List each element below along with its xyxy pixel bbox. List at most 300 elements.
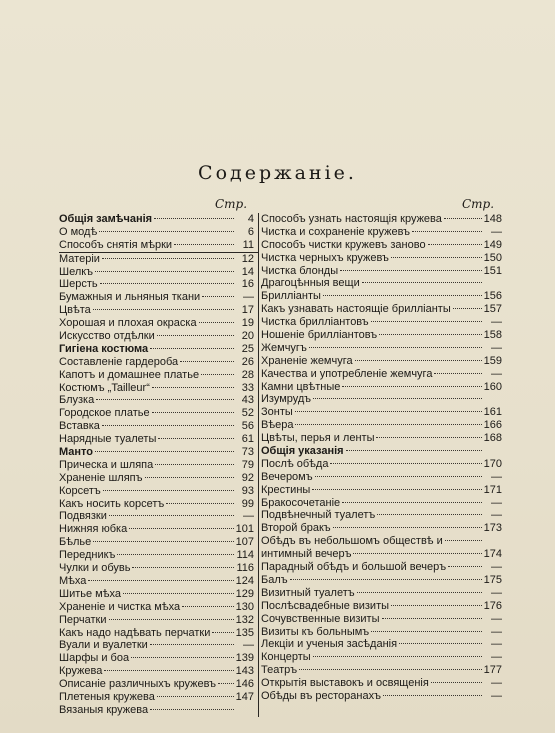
toc-entry-title: Обѣдъ въ небольшомъ обществѣ и [261, 535, 443, 548]
toc-entry [259, 406, 502, 419]
toc-entry [259, 393, 502, 406]
dot-leader [132, 567, 234, 568]
dot-leader [353, 553, 481, 554]
dot-leader [371, 321, 482, 322]
toc-entry [259, 522, 502, 535]
dot-leader [131, 657, 234, 658]
toc-entry-title: Капотъ и домашнее платье [59, 368, 200, 381]
toc-entry [259, 664, 502, 677]
toc-page-number: 146 [235, 678, 254, 691]
dot-leader [95, 451, 234, 452]
toc-page-number: — [491, 625, 502, 638]
dot-leader [218, 683, 234, 684]
toc-page-number: — [491, 316, 502, 329]
toc-entry [259, 497, 502, 510]
toc-page-number: — [491, 367, 502, 380]
dot-leader [346, 450, 482, 451]
toc-page-number: 73 [241, 446, 254, 459]
toc-entry [59, 407, 259, 420]
toc-entry [259, 535, 502, 548]
toc-entry [259, 548, 502, 561]
toc-entry-title: Послѣ обѣда [261, 457, 329, 470]
toc-page-number: 139 [235, 652, 254, 665]
toc-entry-title: Нарядные туалеты [59, 433, 157, 446]
dot-leader [182, 606, 234, 607]
toc-page-number: 177 [483, 664, 502, 677]
toc-entry-title: Нижняя юбка [59, 523, 128, 536]
toc-entry-title: Вуали и вуалетки [59, 639, 148, 652]
toc-entry-title: Описаніе различныхъ кружевъ [59, 678, 216, 691]
toc-entry [259, 342, 502, 355]
toc-entry [59, 304, 259, 317]
toc-page-number: 93 [241, 484, 254, 497]
dot-leader [362, 282, 482, 283]
dot-leader [428, 244, 482, 245]
dot-leader [103, 490, 234, 491]
toc-page-number: 43 [241, 394, 254, 407]
dot-leader [93, 541, 233, 542]
toc-entry [59, 588, 259, 601]
toc-entry [259, 290, 502, 303]
dot-leader [295, 411, 482, 412]
toc-entry-title: Чистка и сохраненіе кружевъ [261, 225, 410, 238]
dot-leader [102, 258, 234, 259]
toc-entry [59, 356, 259, 369]
toc-page-number: 16 [241, 278, 254, 291]
dot-leader [93, 309, 234, 310]
toc-entry [59, 213, 259, 226]
toc-entry-title: Плетеныя кружева [59, 690, 155, 703]
toc-entry-title: Жемчугъ [261, 341, 307, 354]
toc-entry-title: Какъ надо надѣвать перчатки [59, 626, 211, 639]
toc-page-number: 28 [241, 368, 254, 381]
toc-entry-title: Чистка брилліантовъ [261, 316, 369, 329]
toc-entry [59, 317, 259, 330]
toc-page-number: — [491, 225, 502, 238]
dot-leader [399, 643, 482, 644]
toc-entry [59, 523, 259, 536]
toc-entry [59, 485, 259, 498]
dot-leader [382, 618, 483, 619]
dot-leader [157, 335, 234, 336]
toc-entry-title: Бумажныя и льняныя ткани [59, 291, 201, 304]
toc-entry-title: Храненіе шляпъ [59, 471, 143, 484]
dot-leader [99, 231, 234, 232]
dot-leader [330, 463, 481, 464]
toc-entry [259, 355, 502, 368]
toc-page-number: 129 [235, 587, 254, 600]
toc-entry-title: Искусство отдѣлки [59, 330, 155, 343]
dot-leader [340, 270, 482, 271]
toc-entry [59, 266, 259, 279]
toc-entry-title: Визиты къ больнымъ [261, 625, 370, 638]
toc-entry-title: Храненіе жемчуга [261, 354, 353, 367]
toc-entry [259, 303, 502, 316]
toc-entry [59, 562, 259, 575]
dot-leader [309, 347, 482, 348]
toc-entry [259, 368, 502, 381]
toc-entry-title: Ношеніе брилліантовъ [261, 329, 378, 342]
toc-entry-title: Чистка блонды [261, 264, 339, 277]
dot-leader [383, 695, 482, 696]
toc-page-number: 101 [235, 523, 254, 536]
toc-page-number: 124 [235, 574, 254, 587]
left-toc-column [59, 213, 259, 717]
toc-page-number: 132 [235, 613, 254, 626]
toc-entry-title: Послѣсвадебные визиты [261, 599, 390, 612]
dot-leader [129, 528, 233, 529]
dot-leader [299, 669, 482, 670]
toc-page-number: 171 [483, 483, 502, 496]
toc-entry-title: Брилліанты [261, 290, 321, 303]
toc-entry [59, 278, 259, 291]
toc-page-number: 20 [241, 330, 254, 343]
toc-entry [59, 575, 259, 588]
toc-page-number: — [243, 291, 254, 304]
dot-leader [391, 605, 482, 606]
toc-entry-title: Кружева [59, 665, 103, 678]
dot-leader [412, 231, 482, 232]
dot-leader [96, 399, 234, 400]
toc-entry [259, 561, 502, 574]
toc-entry [59, 665, 259, 678]
toc-page-number: — [491, 677, 502, 690]
toc-page-number: 14 [241, 265, 254, 278]
toc-entry [59, 382, 259, 395]
toc-entry-title: Вставка [59, 420, 100, 433]
toc-entry [259, 265, 502, 278]
dot-leader [295, 424, 481, 425]
toc-entry-title: Цвѣты, перья и ленты [261, 432, 375, 445]
toc-entry [59, 678, 259, 691]
toc-entry-title: Шарфы и боа [59, 652, 130, 665]
toc-entry [59, 639, 259, 652]
toc-entry-title: Вѣера [261, 419, 294, 432]
dot-leader [88, 580, 233, 581]
toc-page-number: 149 [483, 238, 502, 251]
toc-entry [259, 381, 502, 394]
toc-entry-title: Вязаныя кружева [59, 703, 149, 716]
toc-page-number: — [243, 639, 254, 652]
toc-page-number: 147 [235, 690, 254, 703]
toc-entry-title: Чулки и обувь [59, 562, 131, 575]
dot-leader [150, 644, 234, 645]
dot-leader [357, 592, 482, 593]
toc-entry [259, 471, 502, 484]
toc-entry-title: Манто [59, 446, 94, 459]
toc-entry [259, 626, 502, 639]
dot-leader [323, 295, 482, 296]
toc-page-number: — [491, 341, 502, 354]
toc-entry-title: Бѣлье [59, 536, 92, 549]
toc-entry-title: Способъ чистки кружевъ заново [261, 238, 426, 251]
toc-page-number: 160 [483, 380, 502, 393]
toc-page-number: 52 [241, 407, 254, 420]
toc-page-number: 157 [483, 303, 502, 316]
toc-entry-title: Передникъ [59, 549, 116, 562]
toc-page-number: 166 [483, 419, 502, 432]
toc-entry [259, 690, 502, 703]
toc-entry [259, 613, 502, 626]
toc-entry-title: Обѣды въ ресторанахъ [261, 689, 381, 702]
toc-page-number: 161 [483, 406, 502, 419]
page-title: Содержаніе. [198, 162, 357, 184]
toc-entry-title: Зонты [261, 406, 293, 419]
dot-leader [379, 334, 482, 335]
toc-entry [59, 472, 259, 485]
dot-leader [448, 566, 482, 567]
toc-entry-title: Изумрудъ [261, 393, 311, 406]
dot-leader [445, 540, 482, 541]
toc-page-number: 170 [483, 457, 502, 470]
toc-entry [259, 509, 502, 522]
toc-page-number: 174 [483, 548, 502, 561]
toc-entry-title: Общія замѣчанія [59, 213, 153, 225]
toc-page-number: 79 [241, 458, 254, 471]
toc-entry-title: Хорошая и плохая окраска [59, 317, 197, 330]
dot-leader [342, 502, 482, 503]
toc-page-number: 173 [483, 522, 502, 535]
toc-page-number: 130 [235, 600, 254, 613]
dot-leader [202, 296, 234, 297]
toc-entry-title: Гигіена костюма [59, 342, 149, 355]
toc-page-number: — [491, 689, 502, 702]
toc-entry [59, 253, 259, 266]
dot-leader [391, 257, 482, 258]
toc-entry [259, 239, 502, 252]
toc-page-number: 151 [483, 264, 502, 277]
toc-entry [59, 226, 259, 239]
toc-page-number: 25 [241, 342, 254, 355]
dot-leader [434, 373, 482, 374]
toc-page-number: 114 [236, 549, 254, 562]
dot-leader [95, 271, 234, 272]
left-column-header: Стр. [215, 197, 248, 211]
toc-entry [259, 213, 502, 226]
dot-leader [109, 619, 234, 620]
toc-entry-title: Театръ [261, 664, 298, 677]
toc-page-number: 158 [483, 329, 502, 342]
toc-entry [59, 446, 259, 459]
dot-leader [333, 527, 482, 528]
toc-entry-title: Матеріи [59, 252, 100, 265]
toc-entry [59, 536, 259, 549]
toc-entry [59, 369, 259, 382]
toc-page-number: 148 [483, 213, 502, 225]
toc-entry [59, 601, 259, 614]
toc-entry-title: Шитье мѣха [59, 587, 121, 600]
toc-entry-title: Сочувственные визиты [261, 612, 380, 625]
toc-entry [59, 627, 259, 640]
toc-page-number: 176 [483, 599, 502, 612]
toc-entry-title: Вечеромъ [261, 470, 313, 483]
dot-leader [152, 412, 234, 413]
toc-entry-title: Второй бракъ [261, 522, 331, 535]
dot-leader [150, 709, 234, 710]
dot-leader [342, 386, 481, 387]
toc-page-number: 107 [235, 536, 254, 549]
toc-entry-title: Чистка черныхъ кружевъ [261, 251, 389, 264]
toc-entry-title: интимный вечеръ [261, 548, 352, 561]
dot-leader [312, 489, 481, 490]
toc-page-number: — [491, 651, 502, 664]
toc-entry-title: Способъ узнать настоящія кружева [261, 213, 442, 225]
toc-entry [259, 651, 502, 664]
dot-leader [313, 656, 482, 657]
toc-entry-title: Общія указанія [261, 445, 344, 458]
toc-entry [59, 704, 259, 717]
toc-entry [259, 677, 502, 690]
dot-leader [155, 464, 234, 465]
right-toc-column [259, 213, 502, 703]
dot-leader [102, 425, 234, 426]
toc-entry-title: Костюмъ „Tailleur“ [59, 381, 150, 394]
toc-page-number: — [491, 509, 502, 522]
toc-entry-title: Шерсть [59, 278, 98, 291]
toc-page-number: 11 [242, 238, 254, 251]
toc-page-number: 17 [241, 304, 254, 317]
toc-page-number: 26 [241, 355, 254, 368]
toc-entry [259, 432, 502, 445]
toc-entry [59, 433, 259, 446]
dot-leader [212, 632, 233, 633]
toc-entry [259, 419, 502, 432]
dot-leader [290, 579, 482, 580]
toc-entry-title: О модѣ [59, 225, 98, 238]
toc-entry [259, 574, 502, 587]
dot-leader [315, 476, 482, 477]
dot-leader [166, 503, 234, 504]
dot-leader [376, 437, 481, 438]
dot-leader [371, 631, 482, 632]
right-column-header: Стр. [462, 197, 495, 211]
toc-entry [59, 459, 259, 472]
toc-entry [259, 316, 502, 329]
toc-entry-title: Балъ [261, 573, 288, 586]
toc-page-number: 33 [241, 381, 254, 394]
toc-page-number: — [491, 638, 502, 651]
toc-entry-title: Лекціи и ученыя засѣданія [261, 638, 398, 651]
dot-leader [145, 477, 235, 478]
toc-page-number: 19 [241, 317, 254, 330]
dot-leader [117, 554, 234, 555]
dot-leader [123, 593, 234, 594]
toc-entry-title: Бракосочетаніе [261, 496, 341, 509]
toc-entry-title: Подвѣнечный туалетъ [261, 509, 376, 522]
toc-page-number: 159 [483, 354, 502, 367]
dot-leader [453, 308, 482, 309]
toc-entry-title: Камни цвѣтные [261, 380, 341, 393]
toc-page-number: 6 [247, 225, 254, 238]
toc-entry-title: Какъ узнавать настоящіе брилліанты [261, 303, 451, 316]
toc-entry-title: Блузка [59, 394, 95, 407]
toc-entry [259, 638, 502, 651]
toc-entry-title: Способъ снятія мѣрки [59, 238, 173, 251]
toc-entry [59, 614, 259, 627]
toc-entry-title: Открытія выставокъ и освященія [261, 677, 429, 690]
toc-entry-title: Концерты [261, 651, 311, 664]
toc-entry [259, 458, 502, 471]
dot-leader [158, 438, 234, 439]
toc-entry-title: Визитный туалетъ [261, 586, 355, 599]
toc-entry-title: Городское платье [59, 407, 150, 420]
toc-entry [59, 420, 259, 433]
dot-leader [313, 398, 482, 399]
toc-page-number: 156 [483, 290, 502, 303]
dot-leader [444, 218, 482, 219]
toc-page-number: 135 [235, 626, 254, 639]
toc-page-number: 175 [483, 573, 502, 586]
dot-leader [174, 244, 234, 245]
toc-page-number: — [491, 496, 502, 509]
toc-entry-title: Перчатки [59, 613, 107, 626]
toc-entry-title: Шелкъ [59, 265, 93, 278]
toc-page-number: 56 [241, 420, 254, 433]
toc-page-number: 168 [483, 432, 502, 445]
toc-page-number: 150 [483, 251, 502, 264]
toc-page-number: 99 [241, 497, 254, 510]
toc-entry [259, 600, 502, 613]
toc-entry-title: Драгоцѣнныя вещи [261, 277, 360, 290]
dot-leader [100, 283, 234, 284]
dot-leader [431, 682, 482, 683]
dot-leader [154, 218, 234, 219]
dot-leader [157, 696, 234, 697]
dot-leader [150, 348, 234, 349]
dot-leader [109, 515, 234, 516]
dot-leader [104, 670, 233, 671]
toc-entry-title: Мѣха [59, 574, 87, 587]
dot-leader [355, 360, 482, 361]
toc-entry-title: Качества и употребленіе жемчуга [261, 367, 433, 380]
toc-page-number: — [243, 510, 254, 523]
toc-page-number: 61 [241, 433, 254, 446]
toc-entry [59, 291, 259, 304]
dot-leader [377, 514, 482, 515]
dot-leader [180, 361, 234, 362]
dot-leader [199, 322, 234, 323]
toc-entry [59, 330, 259, 343]
toc-page-number: — [491, 586, 502, 599]
toc-entry [259, 252, 502, 265]
toc-entry-title: Цвѣта [59, 304, 91, 317]
toc-page-number: — [491, 561, 502, 574]
toc-entry [259, 445, 502, 458]
toc-page-number: 12 [241, 252, 254, 265]
toc-entry [259, 329, 502, 342]
toc-page-number: — [491, 612, 502, 625]
toc-entry-title: Корсетъ [59, 484, 101, 497]
toc-entry [59, 239, 259, 253]
toc-entry [259, 277, 502, 290]
toc-page-number: 92 [241, 471, 254, 484]
toc-entry [59, 498, 259, 511]
toc-entry [59, 549, 259, 562]
toc-entry [59, 343, 259, 356]
toc-page-number: 4 [247, 213, 254, 225]
toc-entry-title: Прическа и шляпа [59, 458, 154, 471]
toc-entry-title: Парадный обѣдъ и большой вечеръ [261, 561, 447, 574]
toc-entry-title: Крестины [261, 483, 311, 496]
toc-entry-title: Составленіе гардероба [59, 355, 179, 368]
toc-entry [259, 484, 502, 497]
dot-leader [152, 387, 234, 388]
toc-entry-title: Какъ носить корсетъ [59, 497, 165, 510]
toc-entry-title: Храненіе и чистка мѣха [59, 600, 181, 613]
toc-entry [259, 587, 502, 600]
toc-entry [59, 394, 259, 407]
toc-entry [59, 652, 259, 665]
